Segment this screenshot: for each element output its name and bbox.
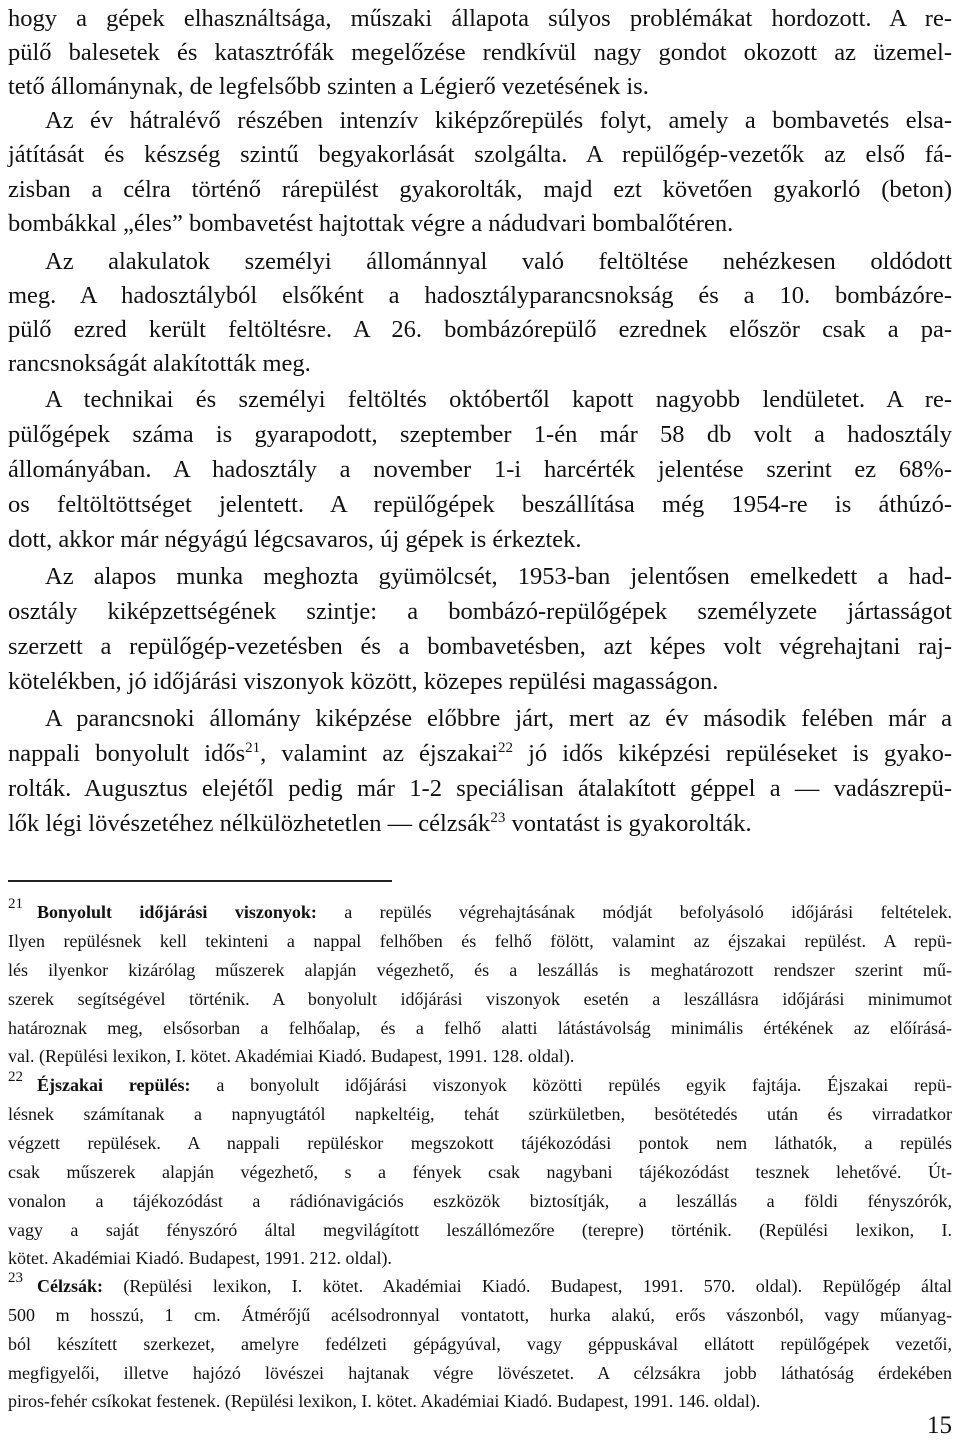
- text-line: Az alapos munka meghozta gyümölcsét, 1953-ban jelentősen emelkedett a had-: [45, 563, 952, 590]
- footnote-line: lésnek számítanak a napnyugtától napkeltéig, tehát szürkületben, besötétedés után és virradatkor: [8, 1104, 952, 1124]
- footnote-number: 22: [8, 1069, 23, 1085]
- text-line: Az év hátralévő részében intenzív kiképzőrepülés folyt, amely a bombavetés elsa-: [45, 107, 952, 134]
- footnote-term: Célzsák:: [37, 1276, 103, 1296]
- footnote-line: vagy a saját fényszóró által megvilágított leszállómezőre (terepre) történik. (Repülési lexikon, I.: [8, 1220, 952, 1240]
- text-line: A parancsnoki állomány kiképzése előbbre járt, mert az év második felében már a: [45, 705, 952, 732]
- footnote-term: Éjszakai repülés:: [37, 1075, 191, 1095]
- text-fragment: nappali bonyolult idős: [8, 740, 246, 767]
- text-line: pülő ezred került feltöltésre. A 26. bombázórepülő ezrednek először csak a pa-: [8, 316, 952, 343]
- footnote-number: 23: [8, 1270, 23, 1286]
- text-line: [8, 807, 952, 841]
- text-line: rolták. Augusztus elejétől pedig már 1-2 speciálisan átalakított géppel a — vadászrepü-: [8, 775, 952, 802]
- text-line: szerzett a repülőgép-vezetésben és a bombavetésben, azt képes volt végrehajtani raj-: [8, 633, 952, 660]
- footnote-line: Ilyen repülésnek kell tekinteni a nappal felhőben és felhő fölött, valamint az éjszakai repülést. A repü-: [8, 931, 952, 951]
- text-line: pülő balesetek és katasztrófák megelőzése rendkívül nagy gondot okozott az üzemel-: [8, 39, 952, 66]
- text-line: dott, akkor már négyágú légcsavaros, új gépek is érkeztek.: [8, 526, 582, 553]
- footnote-line: szerek segítségével történik. A bonyolult időjárási viszonyok esetén a leszállásra időjárási minimumot: [8, 989, 952, 1009]
- text-fragment: a repülés végrehajtásának módját befolyásoló időjárási feltételek.: [316, 902, 953, 922]
- text-line: zisban a célra történő rárepülést gyakorolták, majd ezt követően gyakorló (beton): [8, 176, 952, 203]
- footnote-line: vonalon a tájékozódást a rádiónavigációs eszközök biztosítják, a leszállás a földi fényszórók,: [8, 1191, 952, 1211]
- footnote-line: val. (Repülési lexikon, I. kötet. Akadémiai Kiadó. Budapest, 1991. 128. oldal).: [8, 1046, 575, 1066]
- footnote-number: 21: [8, 896, 23, 912]
- text-line: állományában. A hadosztály a november 1-i harcérték jelentése szerint ez 68%-: [8, 456, 952, 483]
- text-fragment: jó idős kiképzési repüléseket is gyako-: [512, 740, 952, 767]
- footnote-line: csak műszerek alapján végezhető, s a fények csak nagybani tájékozódást tesznek lehetővé. Út-: [8, 1162, 952, 1182]
- footnote-separator: [8, 880, 392, 882]
- footnote-line: 500 m hosszú, 1 cm. Átmérőjű acélsodronnyal vontatott, hurka alakú, erős vászonból, vagy műanyag-: [8, 1305, 952, 1325]
- footnote-line: lés ilyenkor kizárólag műszerek alapján végezhető, és a leszállás is meghatározott rendszer szerint mű-: [8, 960, 952, 980]
- text-line: Az alakulatok személyi állománnyal való feltöltése nehézkesen oldódott: [45, 248, 952, 275]
- text-fragment: (Repülési lexikon, I. kötet. Akadémiai Kiadó. Budapest, 1991. 570. oldal). Repülőgép által: [103, 1276, 952, 1296]
- page-number: 15: [927, 1412, 952, 1439]
- text-line: [8, 737, 952, 771]
- text-line: os feltöltöttséget jelentett. A repülőgépek beszállítása még 1954-re is áthúzó-: [8, 491, 952, 518]
- footnote-line: ból készített szerkezet, amelyre fedélzeti gépágyúval, vagy géppuskával ellátott repülőgépek vezetői,: [8, 1334, 952, 1354]
- text-line: játítását és készség szintű begyakorlását szolgálta. A repülőgép-vezetők az első fá-: [8, 141, 952, 168]
- text-line: hogy a gépek elhasználtsága, műszaki állapota súlyos problémákat hordozott. A re-: [8, 5, 952, 32]
- footnote-line: piros-fehér csíkokat festenek. (Repülési lexikon, I. kötet. Akadémiai Kiadó. Budapest, 1991. 146. oldal).: [8, 1391, 761, 1411]
- footnote-ref[interactable]: 22: [497, 739, 513, 756]
- footnote-term: Bonyolult időjárási viszonyok:: [37, 902, 317, 922]
- footnote-line: határoznak meg, elsősorban a felhőalap, és a felhő alatti látástávolság minimális értékének az előírásá-: [8, 1018, 952, 1038]
- text-fragment: a bonyolult időjárási viszonyok közötti repülés egyik fajtája. Éjszakai repü-: [190, 1075, 953, 1095]
- text-fragment: lők légi lövészetéhez nélkülözhetetlen — célzsák: [8, 810, 491, 837]
- footnote-ref[interactable]: 23: [490, 809, 506, 826]
- footnote-line: megfigyelői, illetve hajózó lövészei hajtanak végre lövészetet. A célzsákra jobb láthatóság érdekében: [8, 1363, 952, 1383]
- footnote-ref[interactable]: 21: [245, 739, 261, 756]
- footnote-line: [37, 1274, 952, 1299]
- text-line: bombákkal „éles” bombavetést hajtottak végre a nádudvari bombalőtéren.: [8, 210, 734, 237]
- footnote-line: [37, 900, 952, 925]
- text-line: kötelékben, jó időjárási viszonyok között, közepes repülési magasságon.: [8, 668, 719, 695]
- footnote-line: végzett repülések. A nappali repüléskor megszokott tájékozódási pontok nem láthatók, a repülés: [8, 1133, 952, 1153]
- footnote-line: [37, 1073, 952, 1098]
- footnote-line: kötet. Akadémiai Kiadó. Budapest, 1991. 212. oldal).: [8, 1248, 392, 1268]
- text-line: osztály kiképzettségének szintje: a bombázó-repülőgépek személyzete jártasságot: [8, 598, 952, 625]
- text-line: rancsnokságát alakították meg.: [8, 350, 311, 377]
- text-line: A technikai és személyi feltöltés októbertől kapott nagyobb lendületet. A re-: [45, 386, 952, 413]
- text-fragment: vontatást is gyakorolták.: [505, 810, 752, 837]
- text-line: meg. A hadosztályból elsőként a hadosztályparancsnokság és a 10. bombázóre-: [8, 282, 952, 309]
- text-line: tető állománynak, de legfelsőbb szinten a Légierő vezetésének is.: [8, 73, 649, 100]
- text-line: pülőgépek száma is gyarapodott, szeptember 1-én már 58 db volt a hadosztály: [8, 421, 952, 448]
- text-fragment: , valamint az éjszakai: [260, 740, 498, 767]
